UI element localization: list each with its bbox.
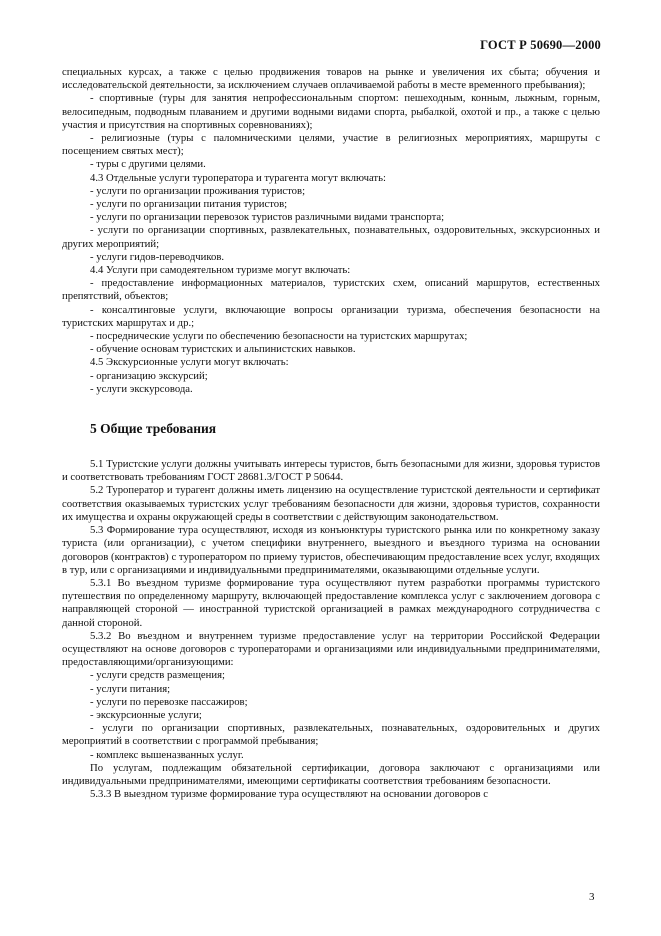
text-paragraph: - услуги средств размещения;	[90, 669, 225, 682]
text-paragraph: 5.3.1 Во въездном туризме формирование тура осуществляют путем разработки программы туристского путешествия по определенному маршруту, включающей предоставление комплекса услуг с заключением договора с направляющей стороной — иностранной туристской организацией в рамках международного сотрудничества с данной стороной.	[62, 576, 600, 629]
text-paragraph: - предоставление информационных материалов, туристских схем, описаний маршрутов, естественных препятствий, объектов;	[62, 277, 600, 303]
text-paragraph: - спортивные (туры для занятия непрофессиональным спортом: пешеходным, конным, лыжным, горным, велосипедным, подводным плаванием и другими водными видами спорта, рыбалкой, охотой и пр., а также с целью участия и присутствия на спортивных соревнованиях);	[62, 92, 600, 131]
text-paragraph: 5.1 Туристские услуги должны учитывать интересы туристов, быть безопасными для жизни, здоровья туристов и соответствовать требованиям ГОСТ 28681.3/ГОСТ Р 50644.	[62, 458, 600, 484]
text-paragraph: - услуги по организации спортивных, развлекательных, познавательных, оздоровительных, экскурсионных и других мероприятий;	[62, 224, 600, 250]
text-paragraph: 4.4 Услуги при самодеятельном туризме могут включать:	[90, 264, 351, 277]
text-paragraph: 5.3 Формирование тура осуществляют, исходя из конъюнктуры туристского рынка или по конкретному заказу туриста (или организации), с учетом специфики внутреннего, выездного и въездного туризма на основании договоров (контрактов) с туроператором по приему туристов, обеспечивающим предоставление всех услуг, входящих в тур, или с организациями и индивидуальными предпринимателями, оказывающими отдельные услуги.	[62, 524, 600, 576]
text-paragraph: 4.5 Экскурсионные услуги могут включать:	[90, 356, 289, 369]
page-number: 3	[589, 891, 595, 903]
text-paragraph: - услуги по организации спортивных, развлекательных, познавательных, оздоровительных и других мероприятий в соответствии с программой пребывания;	[62, 722, 600, 748]
text-paragraph: специальных курсах, а также с целью продвижения товаров на рынке и увеличения их сбыта; обучения и исследовательской деятельности, за исключением случаев оплачиваемой работы в месте временного пребывания);	[62, 66, 600, 92]
text-paragraph: - комплекс вышеназванных услуг.	[90, 748, 244, 761]
text-paragraph: 5.3.2 Во въездном и внутреннем туризме предоставление услуг на территории Российской Федерации осуществляют на основе договоров с туроператорами и организациями или индивидуальными предпринимателями, предоставляющими/организующими:	[62, 629, 600, 669]
text-paragraph: - услуги по организации питания туристов;	[90, 198, 288, 211]
text-paragraph: - услуги экскурсовода.	[90, 382, 193, 395]
text-paragraph: - религиозные (туры с паломническими целями, участие в религиозных мероприятиях, маршруты с посещением святых мест);	[62, 132, 600, 158]
text-paragraph: - услуги гидов-переводчиков.	[90, 250, 225, 263]
text-paragraph: 5.3.3 В выездном туризме формирование тура осуществляют на основании договоров с	[90, 788, 488, 801]
text-paragraph: - посреднические услуги по обеспечению безопасности на туристских маршрутах;	[90, 330, 468, 343]
text-paragraph: - туры с другими целями.	[90, 158, 206, 171]
text-paragraph: - организацию экскурсий;	[90, 369, 208, 382]
text-paragraph: - экскурсионные услуги;	[90, 708, 202, 721]
section-heading: 5 Общие требования	[90, 421, 217, 437]
text-paragraph: - услуги по организации проживания туристов;	[90, 184, 306, 197]
standard-number-header: ГОСТ Р 50690—2000	[480, 38, 601, 52]
text-paragraph: - консалтинговые услуги, включающие вопросы организации туризма, обеспечения безопасности на туристских маршрутах и др.;	[62, 303, 600, 329]
text-paragraph: 4.3 Отдельные услуги туроператора и турагента могут включать:	[90, 171, 386, 184]
text-paragraph: - услуги по перевозке пассажиров;	[90, 695, 248, 708]
text-paragraph: - услуги питания;	[90, 682, 171, 695]
document-body	[62, 66, 600, 801]
text-paragraph: - обучение основам туристских и альпинистских навыков.	[90, 343, 356, 356]
text-paragraph: 5.2 Туроператор и турагент должны иметь лицензию на осуществление туристской деятельности и сертификат соответствия оказываемых туристских услуг требованиям безопасности для жизни, здоровья туристов, сохранности их имущества и охраны окружающей среды в соответствии с действующим законодательством.	[62, 484, 600, 523]
text-paragraph: По услугам, подлежащим обязательной сертификации, договора заключают с организациями или индивидуальными предпринимателями, имеющими сертификаты соответствия требованиям безопасности.	[62, 761, 600, 787]
text-paragraph: - услуги по организации перевозок туристов различными видами транспорта;	[90, 211, 445, 224]
